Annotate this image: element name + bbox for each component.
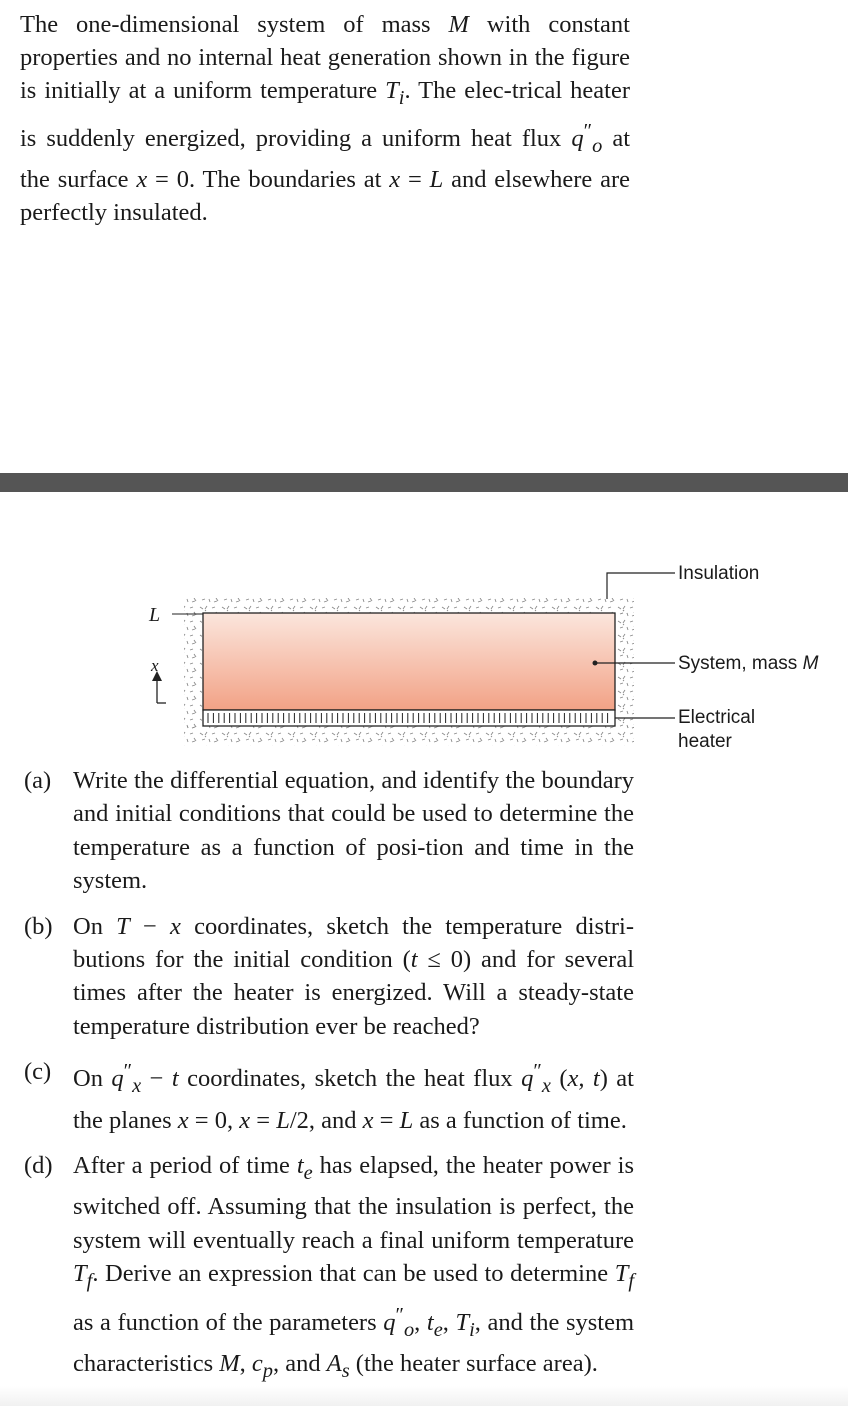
subscript-f: f <box>628 1270 634 1293</box>
question-text: /2, and <box>289 1106 363 1134</box>
double-prime: ″ <box>123 1060 133 1083</box>
question-tag: (b) <box>24 912 53 940</box>
insulation-leader <box>607 573 675 599</box>
subscript-p: p <box>262 1359 273 1382</box>
symbol-L: L <box>399 1106 414 1134</box>
question-text: , <box>239 1349 252 1377</box>
question-a <box>24 764 634 898</box>
intro-text: and elsewhere are perfectly insulated. <box>20 165 630 226</box>
symbol-q: q <box>571 125 584 153</box>
question-text: coordinates, sketch the heat flux <box>178 1065 522 1093</box>
question-d <box>24 1149 634 1388</box>
question-text: ( <box>550 1065 568 1093</box>
double-prime: ″ <box>583 119 593 142</box>
intro-text: The one-dimensional system of mass <box>20 11 449 38</box>
symbol-c: c <box>251 1349 263 1377</box>
symbol-x: x <box>170 912 181 940</box>
symbol-x: x <box>389 165 401 193</box>
question-text: , and <box>272 1349 327 1377</box>
subscript-o: o <box>592 134 603 157</box>
system-figure <box>0 492 848 762</box>
insulation-left <box>184 610 202 730</box>
question-text: On <box>73 912 117 940</box>
insulation-bottom <box>184 726 634 746</box>
question-text: , <box>414 1308 427 1336</box>
question-text: = <box>373 1106 400 1134</box>
question-text: − <box>141 1065 172 1093</box>
label-L: L <box>149 604 161 626</box>
insulation-right <box>616 610 634 730</box>
question-text: as a function of the parameters <box>73 1308 384 1336</box>
label-system-M: M <box>802 653 819 674</box>
symbol-T: T <box>73 1260 87 1288</box>
symbol-t: t <box>426 1308 434 1336</box>
intro-text: = <box>400 165 430 193</box>
symbol-x-t: x, t <box>567 1065 600 1093</box>
intro-text: . The elec-trical heater is suddenly energized, providing a uniform heat flux <box>20 77 631 153</box>
subscript-e: e <box>433 1318 443 1341</box>
question-text: as a function of time. <box>413 1106 627 1134</box>
symbol-L: L <box>429 165 444 193</box>
intro-text: with constant properties and no internal heat generation shown in the figure is initially at a uniform temperature <box>20 11 630 104</box>
question-list <box>24 764 634 1400</box>
symbol-t: t <box>296 1152 304 1180</box>
question-text: . Derive an expression that can be used to determine <box>92 1260 615 1288</box>
question-text: − <box>129 912 171 940</box>
symbol-T: T <box>455 1308 470 1336</box>
question-b <box>24 910 634 1044</box>
question-tag: (c) <box>24 1058 52 1086</box>
subscript-i: i <box>398 86 405 109</box>
symbol-q: q <box>383 1308 396 1336</box>
symbol-L: L <box>276 1106 290 1134</box>
intro-text: = 0. The boundaries at <box>147 165 390 193</box>
question-text: (the heater surface area). <box>349 1349 598 1377</box>
system-slab <box>203 613 615 710</box>
label-heater-line2: heater <box>678 731 732 752</box>
insulation-top <box>184 598 634 614</box>
symbol-q: q <box>111 1065 124 1093</box>
question-text: After a period of time <box>73 1152 297 1180</box>
subscript-x: x <box>132 1075 142 1098</box>
label-insulation: Insulation <box>678 563 760 584</box>
question-text: ) at the planes <box>73 1065 634 1134</box>
question-text: , and the system characteristics <box>73 1308 635 1377</box>
label-heater-line1: Electrical <box>678 707 756 728</box>
intro-text: at the surface <box>20 125 630 193</box>
symbol-x: x <box>239 1106 251 1134</box>
subscript-x: x <box>541 1075 551 1098</box>
question-tag: (a) <box>24 767 52 794</box>
electrical-heater <box>203 710 615 726</box>
symbol-t: t <box>410 946 418 974</box>
label-x: x <box>151 656 159 675</box>
label-system <box>678 652 818 676</box>
symbol-M: M <box>448 11 469 38</box>
symbol-A: A <box>326 1349 342 1377</box>
question-tag: (d) <box>24 1152 53 1180</box>
subscript-o: o <box>403 1318 415 1341</box>
symbol-T: T <box>614 1260 629 1288</box>
symbol-x: x <box>362 1106 374 1134</box>
problem-statement <box>20 8 630 229</box>
symbol-x: x <box>136 165 148 193</box>
question-text: = 0, <box>188 1106 240 1134</box>
subscript-s: s <box>341 1359 350 1382</box>
label-system-text: System, mass <box>678 653 803 674</box>
question-text: Write the differential equation, and identify the boundary and initial conditions that could be used to determine the temperature as a function of posi-tion and time in the system. <box>73 767 634 895</box>
symbol-t: t <box>171 1065 179 1093</box>
question-text: coordinates, sketch the temperature distri-butions for the initial condition ( <box>73 912 634 974</box>
divider-band <box>0 473 848 492</box>
question-text: = <box>250 1106 277 1134</box>
symbol-q: q <box>521 1065 534 1093</box>
label-heater <box>678 706 755 754</box>
subscript-e: e <box>303 1162 313 1184</box>
page-bottom-shade <box>0 1386 848 1406</box>
question-text: ≤ 0) and for several times after the heater is energized. Will a steady-state temperature distribution ever be reached? <box>73 946 634 1040</box>
symbol-T: T <box>385 77 399 104</box>
symbol-M: M <box>219 1349 240 1377</box>
double-prime: ″ <box>533 1060 542 1083</box>
question-text: , <box>442 1308 456 1336</box>
symbol-x: x <box>177 1106 189 1134</box>
symbol-T: T <box>116 912 130 940</box>
question-text: has elapsed, the heater power is switched off. Assuming that the insulation is perfect, the system will eventually reach a final uniform temperature <box>73 1152 635 1254</box>
question-c <box>24 1055 634 1137</box>
question-text: On <box>73 1065 112 1093</box>
subscript-f: f <box>86 1270 93 1293</box>
subscript-i: i <box>469 1318 475 1341</box>
double-prime: ″ <box>395 1303 404 1326</box>
